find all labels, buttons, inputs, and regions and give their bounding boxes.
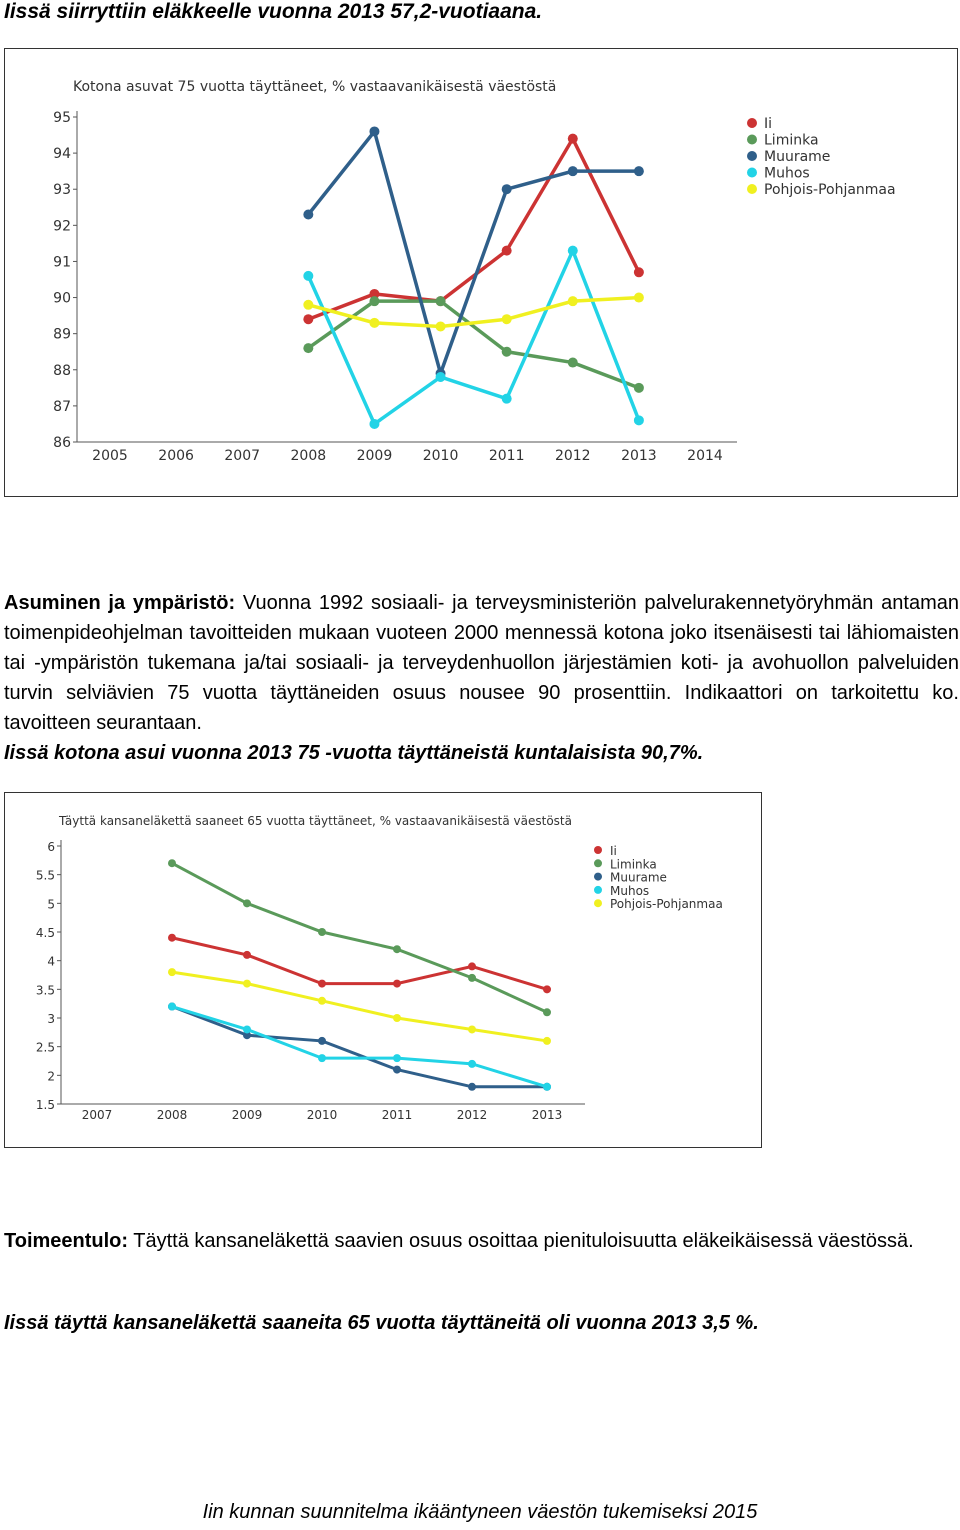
data-point: [568, 166, 578, 176]
data-point: [634, 267, 644, 277]
x-tick-label: 2007: [81, 1108, 113, 1122]
x-tick-label: 2012: [456, 1108, 488, 1122]
legend-marker: [594, 899, 602, 907]
y-tick-label: 91: [53, 254, 71, 271]
legend-label: Muurame: [610, 870, 667, 885]
data-point: [568, 134, 578, 144]
y-tick-label: 2.5: [35, 1040, 55, 1055]
data-point: [393, 1054, 401, 1062]
x-tick-label: 2010: [306, 1108, 338, 1122]
home-living-chart-svg: [5, 49, 957, 496]
data-point: [568, 358, 578, 368]
data-point: [502, 246, 512, 256]
x-tick-label: 2005: [92, 448, 128, 464]
legend-label: Ii: [764, 116, 773, 132]
data-point: [318, 928, 326, 936]
x-tick-label: 2010: [422, 448, 459, 464]
series-line: [308, 301, 639, 388]
legend-marker: [594, 873, 602, 881]
y-tick-label: 93: [53, 182, 71, 199]
data-point: [568, 246, 578, 256]
intro-sentence: Iissä siirryttiin eläkkeelle vuonna 2013 57,2-vuotiaana.: [4, 0, 543, 23]
data-point: [502, 394, 512, 404]
data-point: [243, 1025, 251, 1033]
data-point: [468, 974, 476, 982]
housing-paragraph: [4, 588, 959, 738]
page-footer: Iin kunnan suunnitelma ikääntyneen väestön tukemiseksi 2015: [202, 1501, 758, 1523]
data-point: [369, 419, 379, 429]
y-tick-label: 88: [53, 362, 71, 379]
y-tick-label: 5: [47, 897, 55, 912]
legend-label: Muhos: [610, 883, 650, 898]
data-point: [543, 1083, 551, 1091]
legend-marker: [747, 151, 757, 161]
data-point: [502, 184, 512, 194]
x-tick-label: 2009: [356, 448, 393, 464]
y-tick-label: 2: [47, 1069, 55, 1084]
housing-body: Vuonna 1992 sosiaali- ja terveysministeriön palvelurakennetyöryhmän antaman toimenpideohjelman tavoitteiden mukaan vuoteen 2000 mennessä kotona joko itsenäisesti tai lähiomaisten tai -ympäristön tukemana ja/tai sosiaali- ja terveydenhuollon järjestämien koti- ja avohuollon palveluiden turvin selviävien 75 vuotta täyttäneiden osuus nousee 90 prosenttiin. Indikaattori on tarkoitettu ko. tavoitteen seurantaan.: [4, 592, 960, 734]
data-point: [303, 314, 313, 324]
data-point: [243, 899, 251, 907]
data-point: [468, 1060, 476, 1068]
data-point: [436, 372, 446, 382]
legend-marker: [747, 168, 757, 178]
series-line: [172, 1007, 547, 1087]
y-tick-label: 3: [47, 1012, 55, 1026]
data-point: [543, 1008, 551, 1016]
data-point: [303, 271, 313, 281]
data-point: [318, 980, 326, 988]
x-tick-label: 2011: [381, 1108, 413, 1122]
x-tick-label: 2008: [156, 1108, 188, 1122]
data-point: [543, 985, 551, 993]
legend-marker: [747, 135, 757, 145]
data-point: [393, 980, 401, 988]
data-point: [393, 945, 401, 953]
data-point: [369, 126, 379, 136]
data-point: [369, 318, 379, 328]
data-point: [168, 859, 176, 867]
data-point: [634, 293, 644, 303]
x-tick-label: 2008: [290, 448, 327, 464]
housing-highlight: Iissä kotona asui vuonna 2013 75 -vuotta täyttäneistä kuntalaisista 90,7%.: [4, 742, 704, 764]
x-tick-label: 2012: [554, 448, 591, 464]
chart-title: Kotona asuvat 75 vuotta täyttäneet, % vastaavanikäisestä väestöstä: [73, 79, 557, 95]
data-point: [243, 980, 251, 988]
x-tick-label: 2013: [621, 448, 657, 464]
legend-marker: [594, 859, 602, 867]
y-tick-label: 5.5: [35, 868, 55, 883]
data-point: [502, 314, 512, 324]
legend-label: Muhos: [764, 165, 810, 182]
data-point: [634, 166, 644, 176]
legend-label: Muurame: [764, 149, 831, 165]
legend-marker: [747, 184, 757, 194]
data-point: [436, 321, 446, 331]
x-tick-label: 2007: [224, 448, 261, 464]
series-line: [172, 1007, 547, 1087]
data-point: [468, 1083, 476, 1091]
y-tick-label: 6: [47, 840, 55, 854]
y-tick-label: 92: [53, 218, 71, 235]
chart-title: Täyttä kansaneläkettä saaneet 65 vuotta täyttäneet, % vastaavanikäisestä väestöstä: [59, 814, 572, 828]
income-body: Täyttä kansaneläkettä saavien osuus osoittaa pienituloisuutta eläkeikäisessä väestössä.: [128, 1230, 914, 1252]
legend-label: Ii: [610, 844, 617, 858]
data-point: [318, 1037, 326, 1045]
y-tick-label: 3.5: [35, 983, 55, 998]
pension-chart: [4, 792, 762, 1148]
y-tick-label: 1.5: [35, 1098, 55, 1112]
data-point: [303, 343, 313, 353]
data-point: [468, 1025, 476, 1033]
data-point: [243, 951, 251, 959]
data-point: [393, 1066, 401, 1074]
income-heading: Toimeentulo:: [4, 1230, 129, 1252]
legend-label: Liminka: [610, 857, 657, 872]
y-tick-label: 90: [53, 290, 71, 307]
legend-label: Pohjois-Pohjanmaa: [764, 182, 896, 198]
y-tick-label: 94: [53, 146, 71, 163]
x-tick-label: 2009: [231, 1108, 263, 1122]
data-point: [436, 296, 446, 306]
income-paragraph: [4, 1226, 959, 1256]
data-point: [543, 1037, 551, 1045]
y-tick-label: 87: [53, 398, 71, 415]
legend-label: Pohjois-Pohjanmaa: [610, 897, 723, 912]
y-tick-label: 86: [53, 435, 71, 451]
y-tick-label: 89: [53, 326, 71, 343]
x-tick-label: 2011: [488, 448, 525, 464]
data-point: [468, 962, 476, 970]
y-tick-label: 4: [47, 954, 55, 969]
legend-marker: [594, 886, 602, 894]
home-living-chart: [4, 48, 958, 497]
data-point: [303, 300, 313, 310]
data-point: [502, 347, 512, 357]
data-point: [568, 296, 578, 306]
series-line: [172, 863, 547, 1012]
data-point: [318, 997, 326, 1005]
x-tick-label: 2006: [158, 448, 194, 464]
series-line: [308, 131, 639, 373]
housing-heading: Asuminen ja ympäristö:: [4, 592, 236, 614]
legend-marker: [594, 846, 602, 854]
data-point: [393, 1014, 401, 1022]
data-point: [634, 415, 644, 425]
data-point: [318, 1054, 326, 1062]
data-point: [303, 210, 313, 220]
data-point: [369, 296, 379, 306]
income-highlight: Iissä täyttä kansaneläkettä saaneita 65 vuotta täyttäneitä oli vuonna 2013 3,5 %.: [4, 1312, 759, 1334]
legend-label: Liminka: [764, 132, 819, 149]
data-point: [168, 934, 176, 942]
x-tick-label: 2013: [531, 1108, 563, 1122]
data-point: [168, 968, 176, 976]
pension-chart-svg: [5, 793, 761, 1147]
data-point: [634, 383, 644, 393]
y-tick-label: 95: [53, 110, 71, 126]
y-tick-label: 4.5: [35, 926, 55, 940]
x-tick-label: 2014: [687, 448, 723, 464]
data-point: [168, 1003, 176, 1011]
legend-marker: [747, 118, 757, 128]
